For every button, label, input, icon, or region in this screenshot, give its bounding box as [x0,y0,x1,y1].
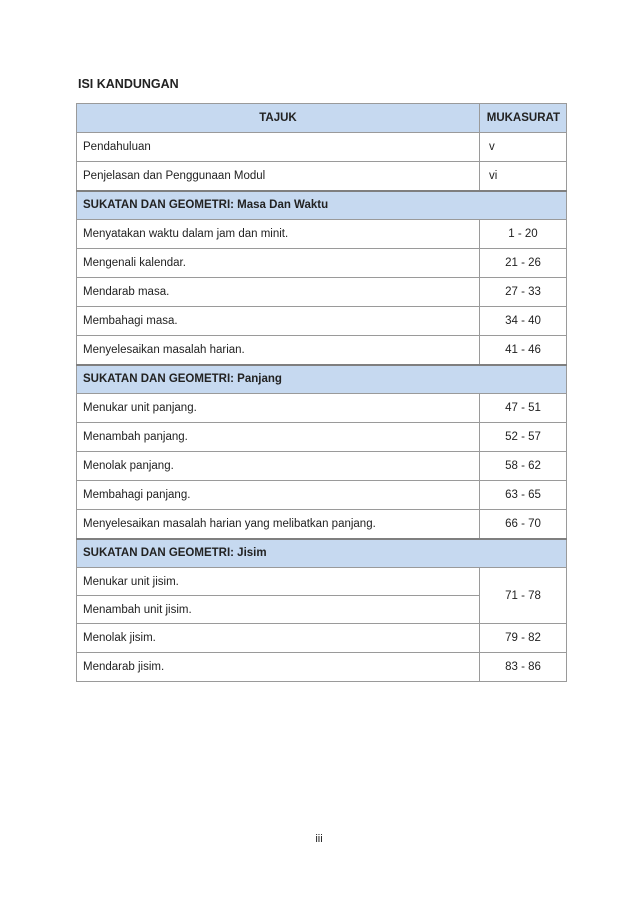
row-topic: Menambah panjang. [77,423,480,452]
row-page: 21 - 26 [480,249,567,278]
table-row [77,394,567,423]
row-topic: Mendarab jisim. [77,653,480,682]
row-topic: Membahagi masa. [77,307,480,336]
header-topic: TAJUK [77,104,480,133]
row-topic: Menambah unit jisim. [77,596,480,624]
page-title: ISI KANDUNGAN [78,77,179,91]
row-page: 83 - 86 [480,653,567,682]
table-row [77,481,567,510]
row-page: 66 - 70 [480,510,567,539]
row-page: 79 - 82 [480,624,567,653]
page-number: iii [315,833,323,845]
table-row [77,278,567,307]
section-heading: SUKATAN DAN GEOMETRI: Panjang [77,365,567,394]
row-topic: Menukar unit panjang. [77,394,480,423]
header-page: MUKASURAT [480,104,567,133]
section-heading-row [77,365,567,394]
row-page: 34 - 40 [480,307,567,336]
table-row [77,133,567,162]
row-page: vi [480,162,567,191]
table-row [77,249,567,278]
table-row [77,452,567,481]
section-heading-row [77,191,567,220]
table-row [77,568,567,596]
row-topic: Penjelasan dan Penggunaan Modul [77,162,480,191]
table-row [77,162,567,191]
row-topic: Mendarab masa. [77,278,480,307]
row-topic: Menyelesaikan masalah harian. [77,336,480,365]
row-topic: Menyatakan waktu dalam jam dan minit. [77,220,480,249]
table-row [77,423,567,452]
row-topic: Menyelesaikan masalah harian yang melibatkan panjang. [77,510,480,539]
table-row [77,307,567,336]
table-row [77,510,567,539]
table-row [77,336,567,365]
row-page: 1 - 20 [480,220,567,249]
row-topic: Mengenali kalendar. [77,249,480,278]
row-page: 63 - 65 [480,481,567,510]
row-topic: Menolak panjang. [77,452,480,481]
row-page: 41 - 46 [480,336,567,365]
row-page: 47 - 51 [480,394,567,423]
row-page: 71 - 78 [480,568,567,624]
section-heading-row [77,539,567,568]
section-heading: SUKATAN DAN GEOMETRI: Jisim [77,539,567,568]
row-topic: Menukar unit jisim. [77,568,480,596]
row-topic: Menolak jisim. [77,624,480,653]
section-heading: SUKATAN DAN GEOMETRI: Masa Dan Waktu [77,191,567,220]
row-page: 27 - 33 [480,278,567,307]
table-row [77,220,567,249]
row-page: 58 - 62 [480,452,567,481]
table-row [77,653,567,682]
row-topic: Membahagi panjang. [77,481,480,510]
table-header-row [77,104,567,133]
row-topic: Pendahuluan [77,133,480,162]
row-page: 52 - 57 [480,423,567,452]
row-page: v [480,133,567,162]
table-row [77,624,567,653]
contents-table [76,103,567,682]
